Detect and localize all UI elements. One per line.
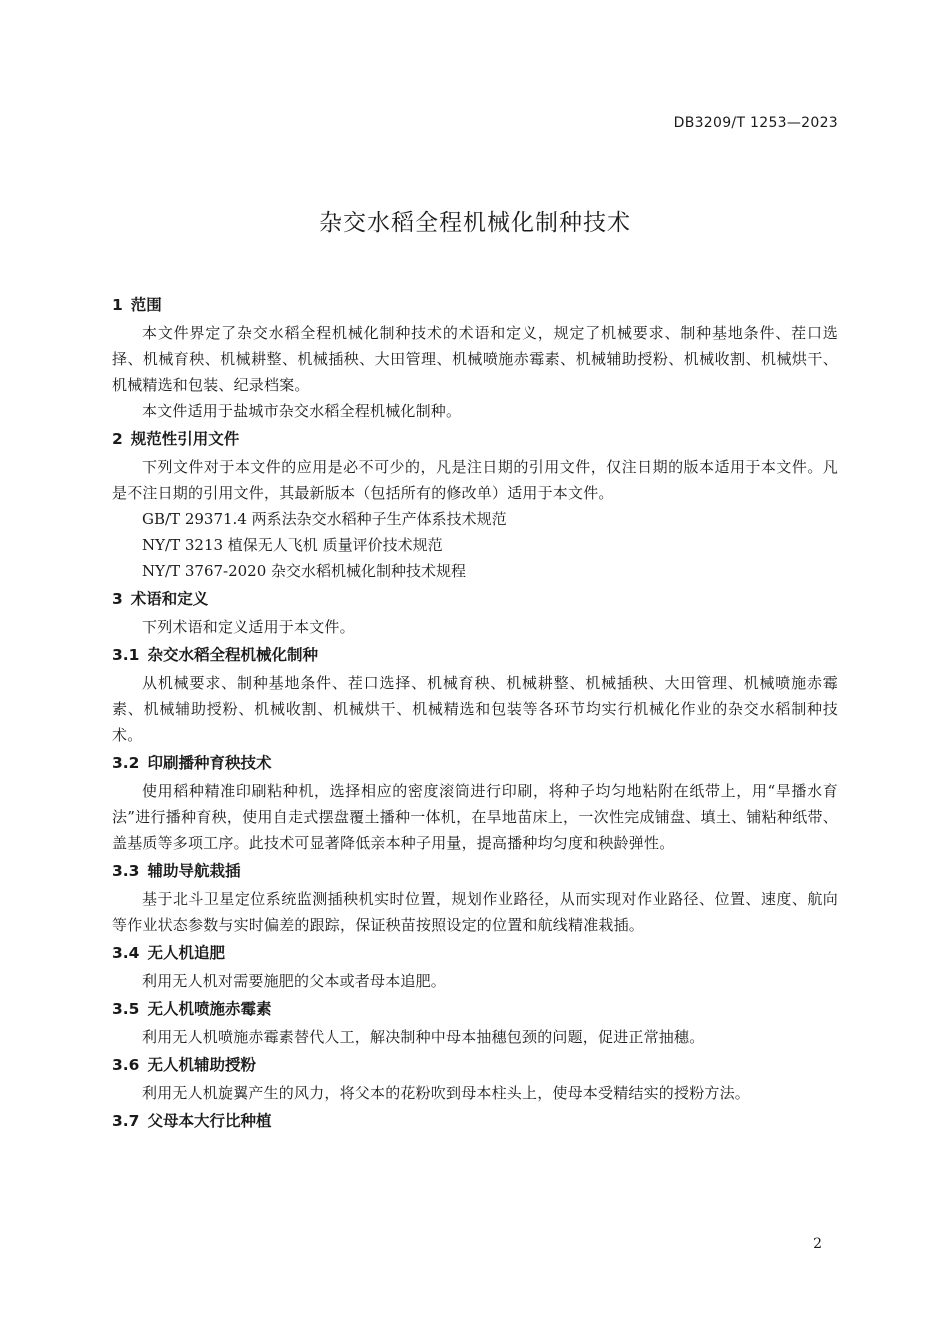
paragraph: 利用无人机喷施赤霉素替代人工，解决制种中母本抽穗包颈的问题，促进正常抽穗。: [142, 1028, 705, 1046]
subsection-heading-3-4: 3.4 无人机追肥: [112, 944, 225, 962]
subsection-heading-3-1: 3.1 杂交水稻全程机械化制种: [112, 646, 318, 664]
subsection-heading-3-7: 3.7 父母本大行比种植: [112, 1112, 272, 1130]
subsection-heading-3-5: 3.5 无人机喷施赤霉素: [112, 1000, 272, 1018]
section-heading-1: 1 范围: [112, 296, 162, 314]
paragraph: 本文件适用于盐城市杂交水稻全程机械化制种。: [142, 402, 462, 420]
paragraph: 下列术语和定义适用于本文件。: [142, 618, 355, 636]
paragraph: 使用稻种精准印刷粘种机，选择相应的密度滚筒进行印刷，将种子均匀地粘附在纸带上，用“旱播水育法”进行播种育秧，使用自走式摆盘覆土播种一体机，在旱地苗床上，一次性完成铺盘、填土、铺粘种纸带、盖基质等多项工序。此技术可显著降低亲本种子用量，提高播种均匀度和秧龄弹性。: [112, 782, 838, 852]
paragraph: 本文件界定了杂交水稻全程机械化制种技术的术语和定义，规定了机械要求、制种基地条件、茬口选择、机械育秧、机械耕整、机械插秧、大田管理、机械喷施赤霉素、机械辅助授粉、机械收割、机械烘干、机械精选和包装、纪录档案。: [112, 324, 838, 394]
subsection-heading-3-2: 3.2 印刷播种育秧技术: [112, 754, 272, 772]
reference-item: GB/T 29371.4 两系法杂交水稻种子生产体系技术规范: [142, 510, 507, 528]
page-number: 2: [813, 1236, 822, 1252]
paragraph: 从机械要求、制种基地条件、茬口选择、机械育秧、机械耕整、机械插秧、大田管理、机械喷施赤霉素、机械辅助授粉、机械收割、机械烘干、机械精选和包装等各环节均实行机械化作业的杂交水稻制种技术。: [112, 674, 838, 744]
section-heading-2: 2 规范性引用文件: [112, 430, 240, 448]
paragraph: 基于北斗卫星定位系统监测插秧机实时位置，规划作业路径，从而实现对作业路径、位置、速度、航向等作业状态参数与实时偏差的跟踪，保证秧苗按照设定的位置和航线精准栽插。: [112, 890, 838, 934]
document-code: DB3209/T 1253—2023: [673, 115, 838, 131]
subsection-heading-3-6: 3.6 无人机辅助授粉: [112, 1056, 256, 1074]
section-heading-3: 3 术语和定义: [112, 590, 209, 608]
paragraph: 利用无人机旋翼产生的风力，将父本的花粉吹到母本柱头上，使母本受精结实的授粉方法。: [142, 1084, 751, 1102]
document-body: [112, 290, 838, 1136]
paragraph: 利用无人机对需要施肥的父本或者母本追肥。: [142, 972, 447, 990]
document-title: 杂交水稻全程机械化制种技术: [319, 210, 631, 236]
subsection-heading-3-3: 3.3 辅助导航栽插: [112, 862, 241, 880]
reference-item: NY/T 3767-2020 杂交水稻机械化制种技术规程: [142, 562, 467, 580]
reference-item: NY/T 3213 植保无人飞机 质量评价技术规范: [142, 536, 443, 554]
paragraph: 下列文件对于本文件的应用是必不可少的，凡是注日期的引用文件，仅注日期的版本适用于本文件。凡是不注日期的引用文件，其最新版本（包括所有的修改单）适用于本文件。: [112, 458, 838, 502]
